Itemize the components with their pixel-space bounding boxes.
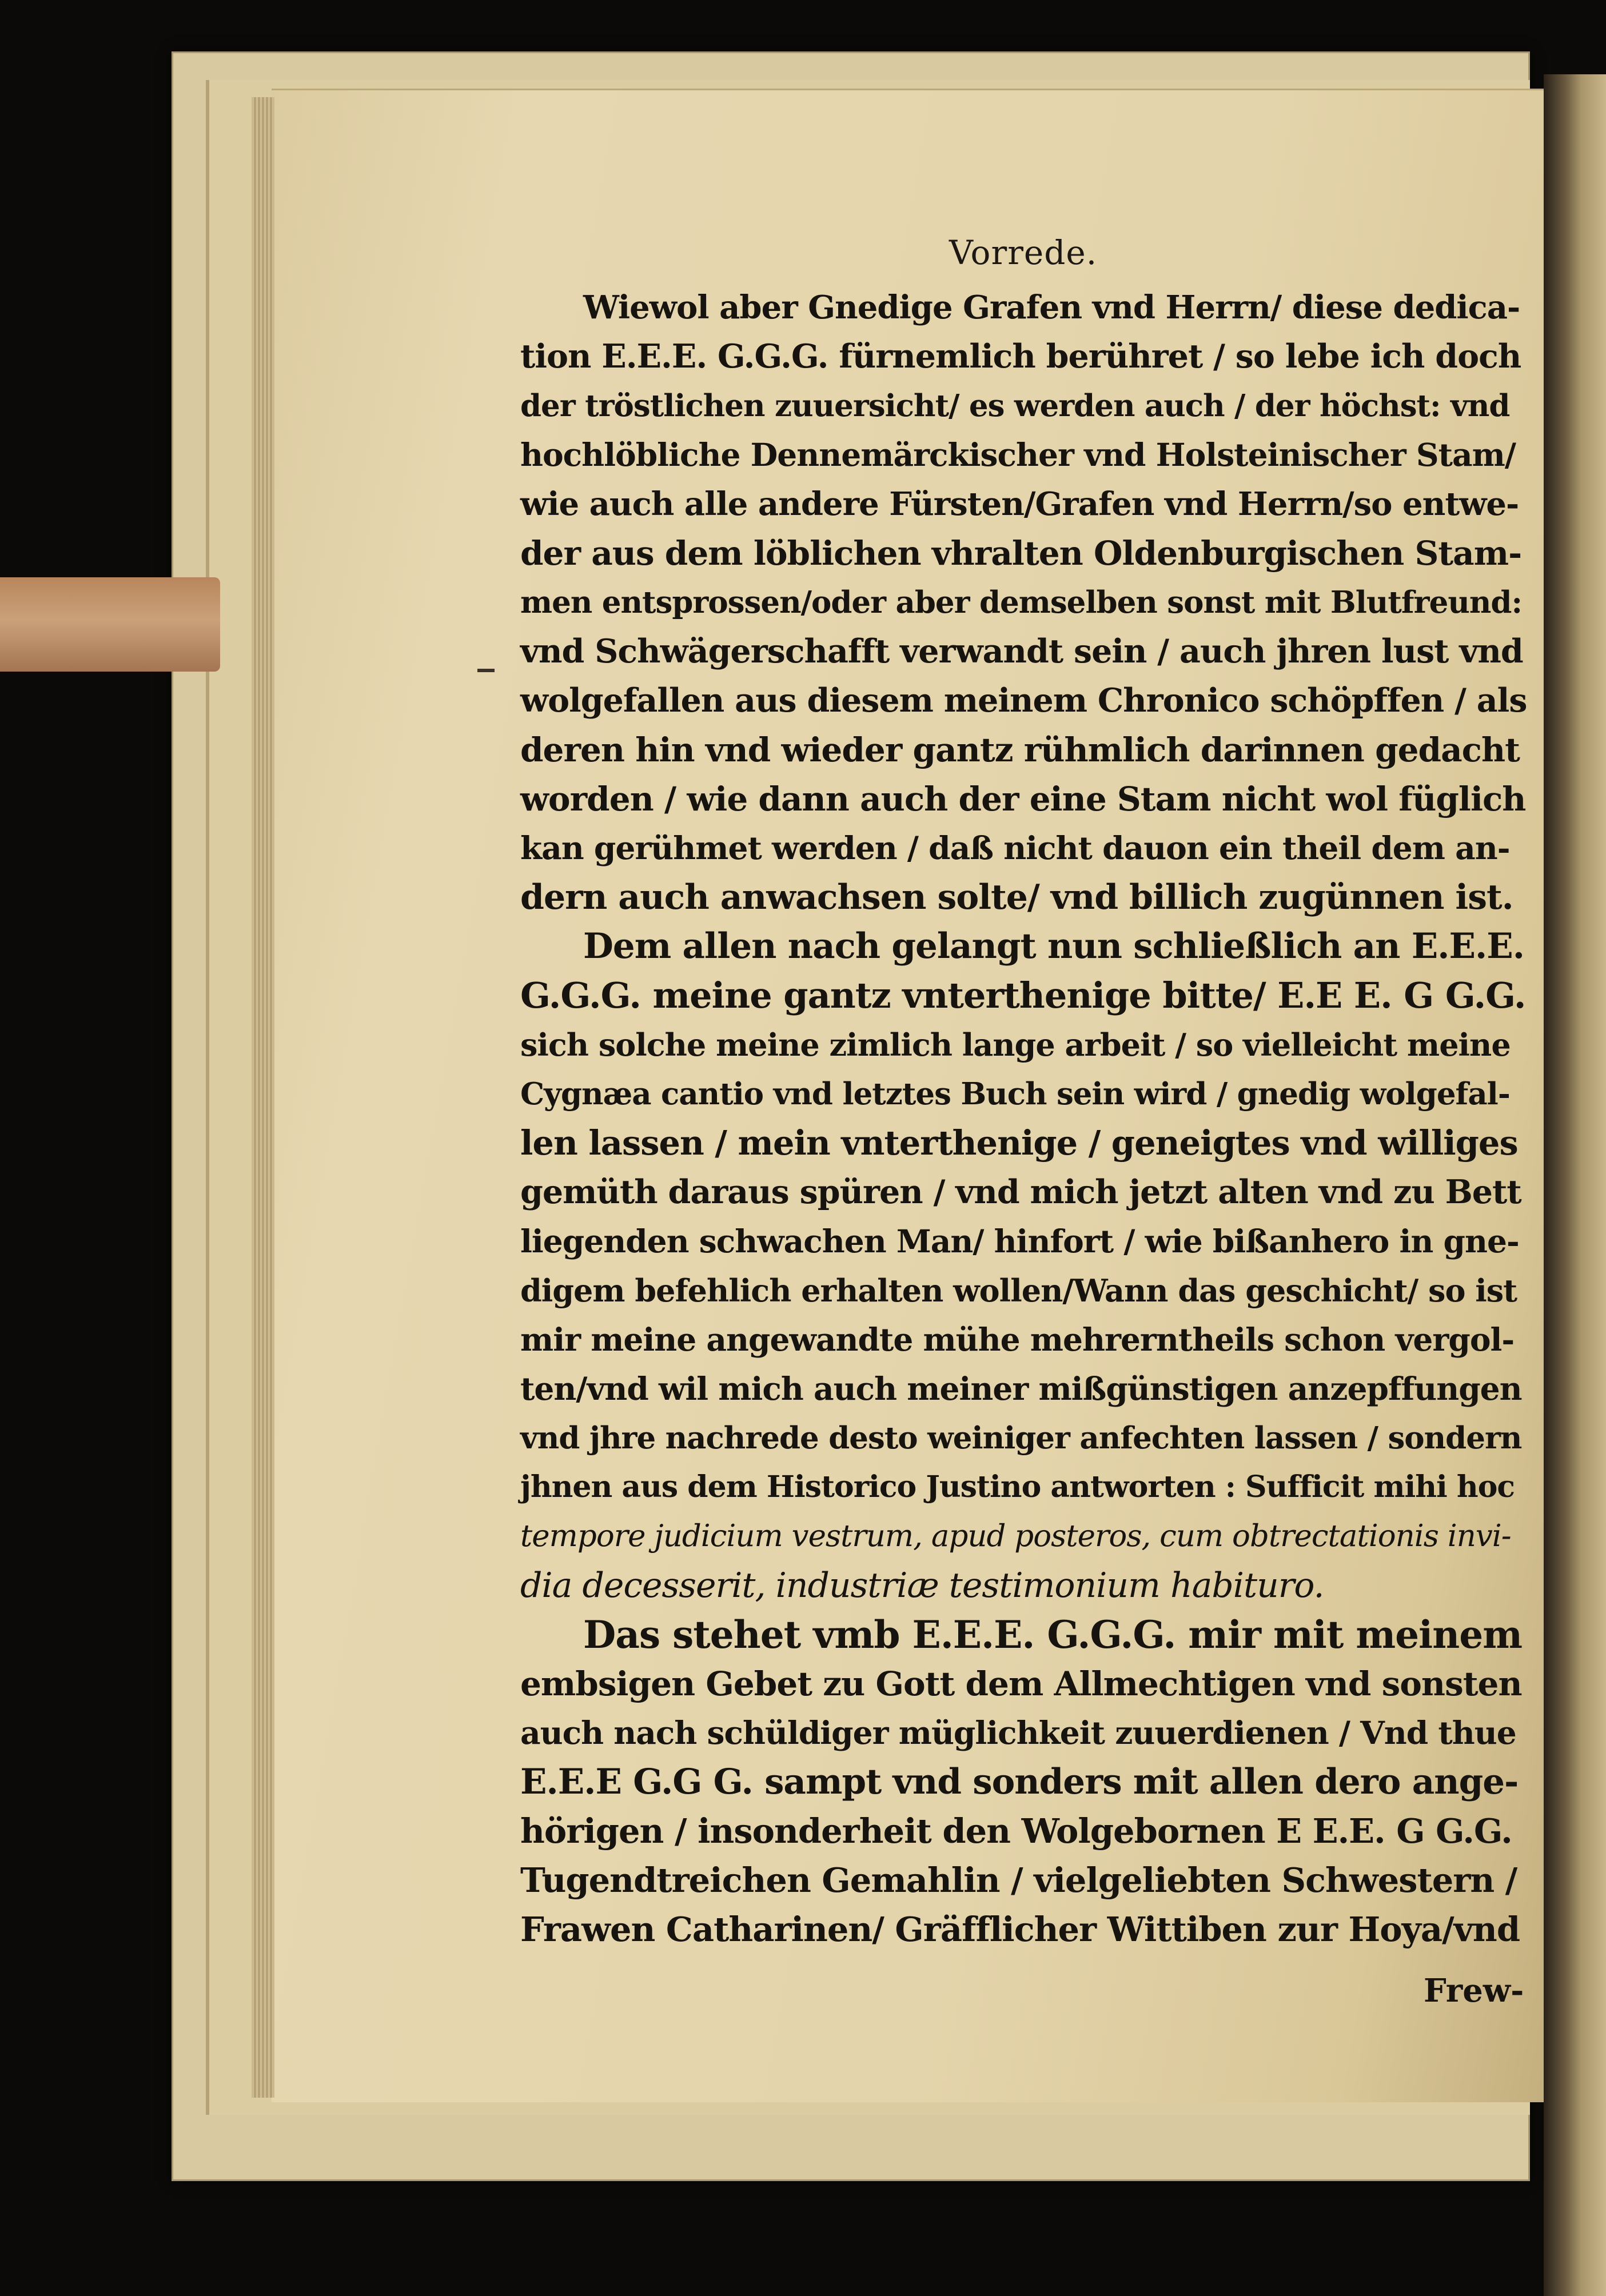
running-head: Vorrede. bbox=[949, 233, 1098, 272]
text-line: kan gerühmet werden / daß nicht dauon ein theil dem an- bbox=[520, 829, 1510, 867]
ribbon-bookmark bbox=[0, 577, 220, 672]
text-line: dern auch anwachsen solte/ vnd billich zugünnen ist. bbox=[520, 877, 1513, 917]
text-line: Wiewol aber Gnedige Grafen vnd Herrn/ diese dedica- bbox=[583, 289, 1520, 326]
text-line: men entsprossen/oder aber demselben sonst mit Blutfreund: bbox=[520, 585, 1523, 620]
text-line: wie auch alle andere Fürsten/Grafen vnd Herrn/so entwe- bbox=[520, 485, 1519, 523]
text-line: hörigen / insonderheit den Wolgebornen E E.E. G G.G. bbox=[520, 1811, 1512, 1851]
text-line: digem befehlich erhalten wollen/Wann das geschicht/ so ist bbox=[520, 1272, 1517, 1309]
text-line: len lassen / mein vnterthenige / geneigtes vnd williges bbox=[520, 1123, 1518, 1163]
text-line: Das stehet vmb E.E.E. G.G.G. mir mit meinem bbox=[583, 1612, 1523, 1657]
text-line: embsigen Gebet zu Gott dem Allmechtigen vnd sonsten bbox=[520, 1664, 1522, 1703]
text-line: der aus dem löblichen vhralten Oldenburgischen Stam- bbox=[520, 534, 1522, 573]
text-line: jhnen aus dem Historico Justino antworten : Sufficit mihi hoc bbox=[520, 1470, 1515, 1504]
book-gutter bbox=[1544, 74, 1606, 2296]
text-line: sich solche meine zimlich lange arbeit / so vielleicht meine bbox=[520, 1027, 1511, 1063]
text-line: Dem allen nach gelangt nun schließlich an E.E.E. bbox=[583, 926, 1524, 967]
text-line: tion E.E.E. G.G.G. fürnemlich berühret / so lebe ich doch bbox=[520, 337, 1521, 376]
text-line: vnd jhre nachrede desto weiniger anfechten lassen / sondern bbox=[520, 1420, 1522, 1456]
text-line: liegenden schwachen Man/ hinfort / wie bißanhero in gne- bbox=[520, 1223, 1519, 1260]
catchword: Frew- bbox=[1424, 1972, 1524, 2010]
text-line: auch nach schüldiger müglichkeit zuuerdienen / Vnd thue bbox=[520, 1714, 1516, 1751]
text-line: der tröstlichen zuuersicht/ es werden auch / der höchst: vnd bbox=[520, 388, 1510, 424]
text-line: vnd Schwägerschafft verwandt sein / auch jhren lust vnd bbox=[520, 632, 1523, 670]
body-text bbox=[520, 283, 1527, 1954]
text-line: ten/vnd wil mich auch meiner mißgünstigen anzepffungen bbox=[520, 1370, 1522, 1407]
margin-mark bbox=[477, 669, 495, 672]
text-line: wolgefallen aus diesem meinem Chronico schöpffen / als bbox=[520, 681, 1527, 720]
text-line: gemüth daraus spüren / vnd mich jetzt alten vnd zu Bett bbox=[520, 1173, 1521, 1211]
text-line: mir meine angewandte mühe mehrerntheils schon vergol- bbox=[520, 1321, 1515, 1358]
text-line-latin: dia decesserit, industriæ testimonium habituro. bbox=[520, 1566, 1324, 1606]
page-edges bbox=[252, 97, 274, 2098]
text-line: E.E.E G.G G. sampt vnd sonders mit allen dero ange- bbox=[520, 1762, 1519, 1802]
text-line: hochlöbliche Dennemärckischer vnd Holsteinischer Stam/ bbox=[520, 436, 1516, 473]
text-line: Tugendtreichen Gemahlin / vielgeliebten Schwestern / bbox=[520, 1860, 1517, 1900]
text-line: G.G.G. meine gantz vnterthenige bitte/ E.E E. G G.G. bbox=[520, 975, 1526, 1016]
text-line: Cygnæa cantio vnd letztes Buch sein wird / gnedig wolgefal- bbox=[520, 1076, 1510, 1112]
text-line: deren hin vnd wieder gantz rühmlich darinnen gedacht bbox=[520, 730, 1520, 769]
text-line-latin: tempore judicium vestrum, apud posteros, cum obtrectationis invi- bbox=[520, 1519, 1511, 1554]
text-line: Frawen Catharinen/ Gräfflicher Wittiben zur Hoya/vnd bbox=[520, 1910, 1520, 1949]
text-line: worden / wie dann auch der eine Stam nicht wol füglich bbox=[520, 780, 1526, 818]
